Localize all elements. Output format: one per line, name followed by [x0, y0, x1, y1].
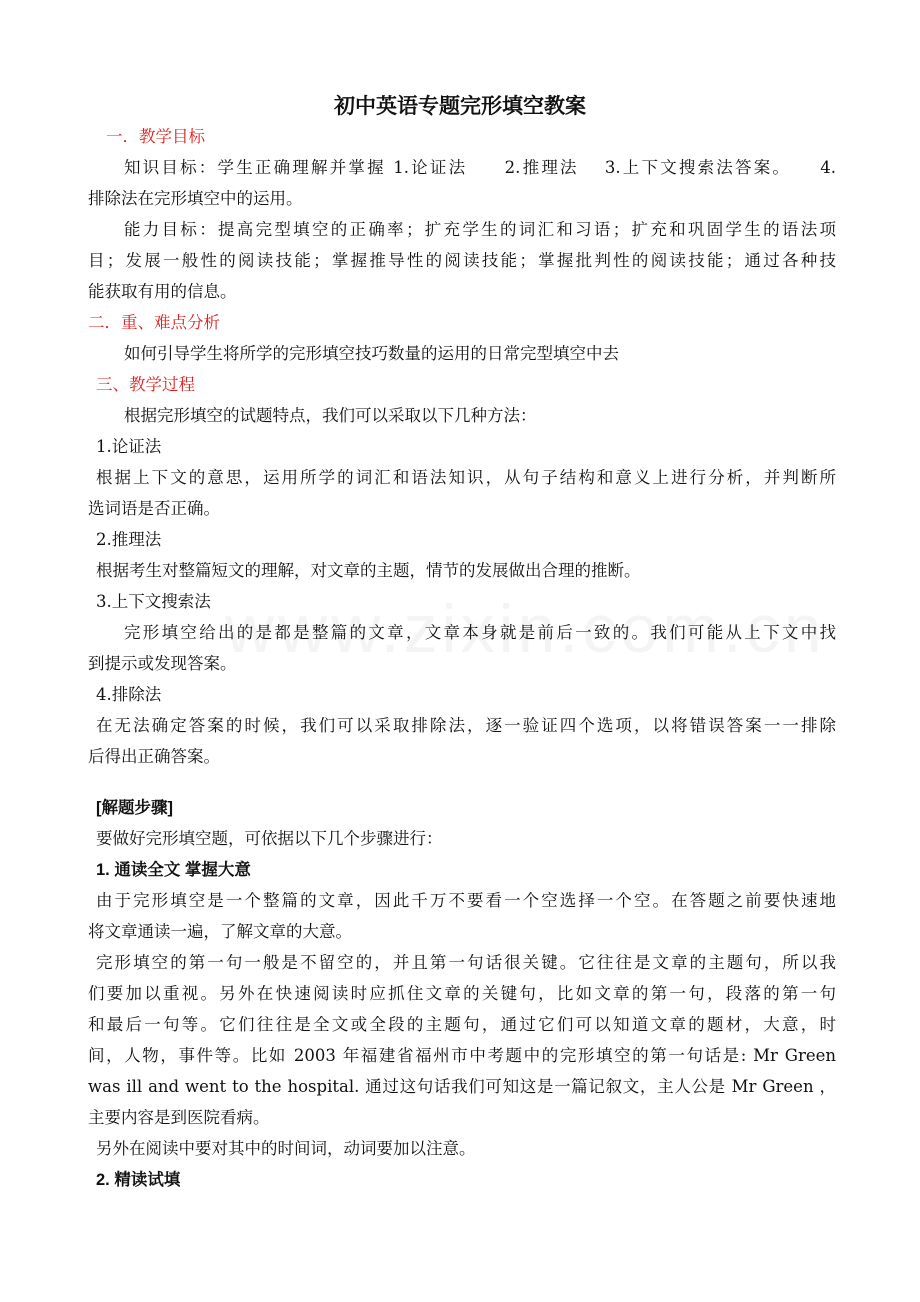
paragraph-line: 们要加以重视。另外在快速阅读时应抓住文章的关键句，比如文章的第一句，段落的第一句	[88, 984, 836, 1003]
paragraph-line: 根据上下文的意思，运用所学的词汇和语法知识，从句子结构和意义上进行分析，并判断所	[96, 468, 836, 487]
paragraph-line: 和最后一句等。它们往往是全文或全段的主题句，通过它们可以知道文章的题材，大意，时	[88, 1015, 836, 1034]
paragraph-line: 在无法确定答案的时候，我们可以采取排除法，逐一验证四个选项，以将错误答案一一排除	[96, 716, 836, 735]
paragraph-line: 完形填空给出的是都是整篇的文章，文章本身就是前后一致的。我们可能从上下文中找	[124, 623, 836, 642]
method-title: 2.推理法	[96, 530, 162, 549]
paragraph-line: 另外在阅读中要对其中的时间词，动词要加以注意。	[96, 1139, 476, 1158]
steps-heading: [解题步骤]	[96, 799, 173, 817]
step-title: 1. 通读全文 掌握大意	[96, 861, 251, 879]
method-title: 4.排除法	[96, 685, 162, 704]
section-heading-difficulties: 二．重、难点分析	[88, 313, 220, 332]
method-title: 3.上下文搜索法	[96, 592, 211, 611]
paragraph-line: 间，人物，事件等。比如 2003 年福建省福州市中考题中的完形填空的第一句话是: Mr Green	[88, 1046, 836, 1065]
section-heading-goals: 一．教学目标	[106, 127, 205, 146]
paragraph-line: 主要内容是到医院看病。	[88, 1108, 270, 1127]
paragraph-line: 知识目标：学生正确理解并掌握 1.论证法 2.推理法 3.上下文搜索法答案。 4.	[124, 158, 836, 177]
paragraph-line: 到提示或发现答案。	[88, 654, 237, 673]
paragraph-line: 将文章通读一遍，了解文章的大意。	[88, 922, 352, 941]
section-heading-process: 三、教学过程	[96, 375, 195, 394]
paragraph-line: 能力目标：提高完型填空的正确率；扩充学生的词汇和习语；扩充和巩固学生的语法项	[124, 220, 836, 239]
paragraph-line: 排除法在完形填空中的运用。	[88, 189, 303, 208]
paragraph-line: 目；发展一般性的阅读技能；掌握推导性的阅读技能；掌握批判性的阅读技能；通过各种技	[88, 251, 836, 270]
paragraph-line: 要做好完形填空题，可依据以下几个步骤进行：	[96, 829, 443, 848]
step-title: 2. 精读试填	[96, 1171, 181, 1189]
method-title: 1.论证法	[96, 437, 162, 456]
paragraph-line: 如何引导学生将所学的完形填空技巧数量的运用的日常完型填空中去	[124, 344, 619, 363]
paragraph-line: 选词语是否正确。	[88, 499, 220, 518]
page-title: 初中英语专题完形填空教案	[334, 94, 586, 118]
paragraph-line: 根据考生对整篇短文的理解，对文章的主题，情节的发展做出合理的推断。	[96, 561, 641, 580]
paragraph-line: 完形填空的第一句一般是不留空的，并且第一句话很关键。它往往是文章的主题句，所以我	[96, 953, 836, 972]
paragraph-line: 根据完形填空的试题特点，我们可以采取以下几种方法：	[124, 406, 537, 425]
paragraph-line: 后得出正确答案。	[88, 747, 220, 766]
paragraph-line: was ill and went to the hospital. 通过这句话我们可知这是一篇记叙文，主人公是 Mr Green ，	[88, 1077, 836, 1096]
paragraph-line: 能获取有用的信息。	[88, 282, 237, 301]
paragraph-line: 由于完形填空是一个整篇的文章，因此千万不要看一个空选择一个空。在答题之前要快速地	[96, 891, 836, 910]
